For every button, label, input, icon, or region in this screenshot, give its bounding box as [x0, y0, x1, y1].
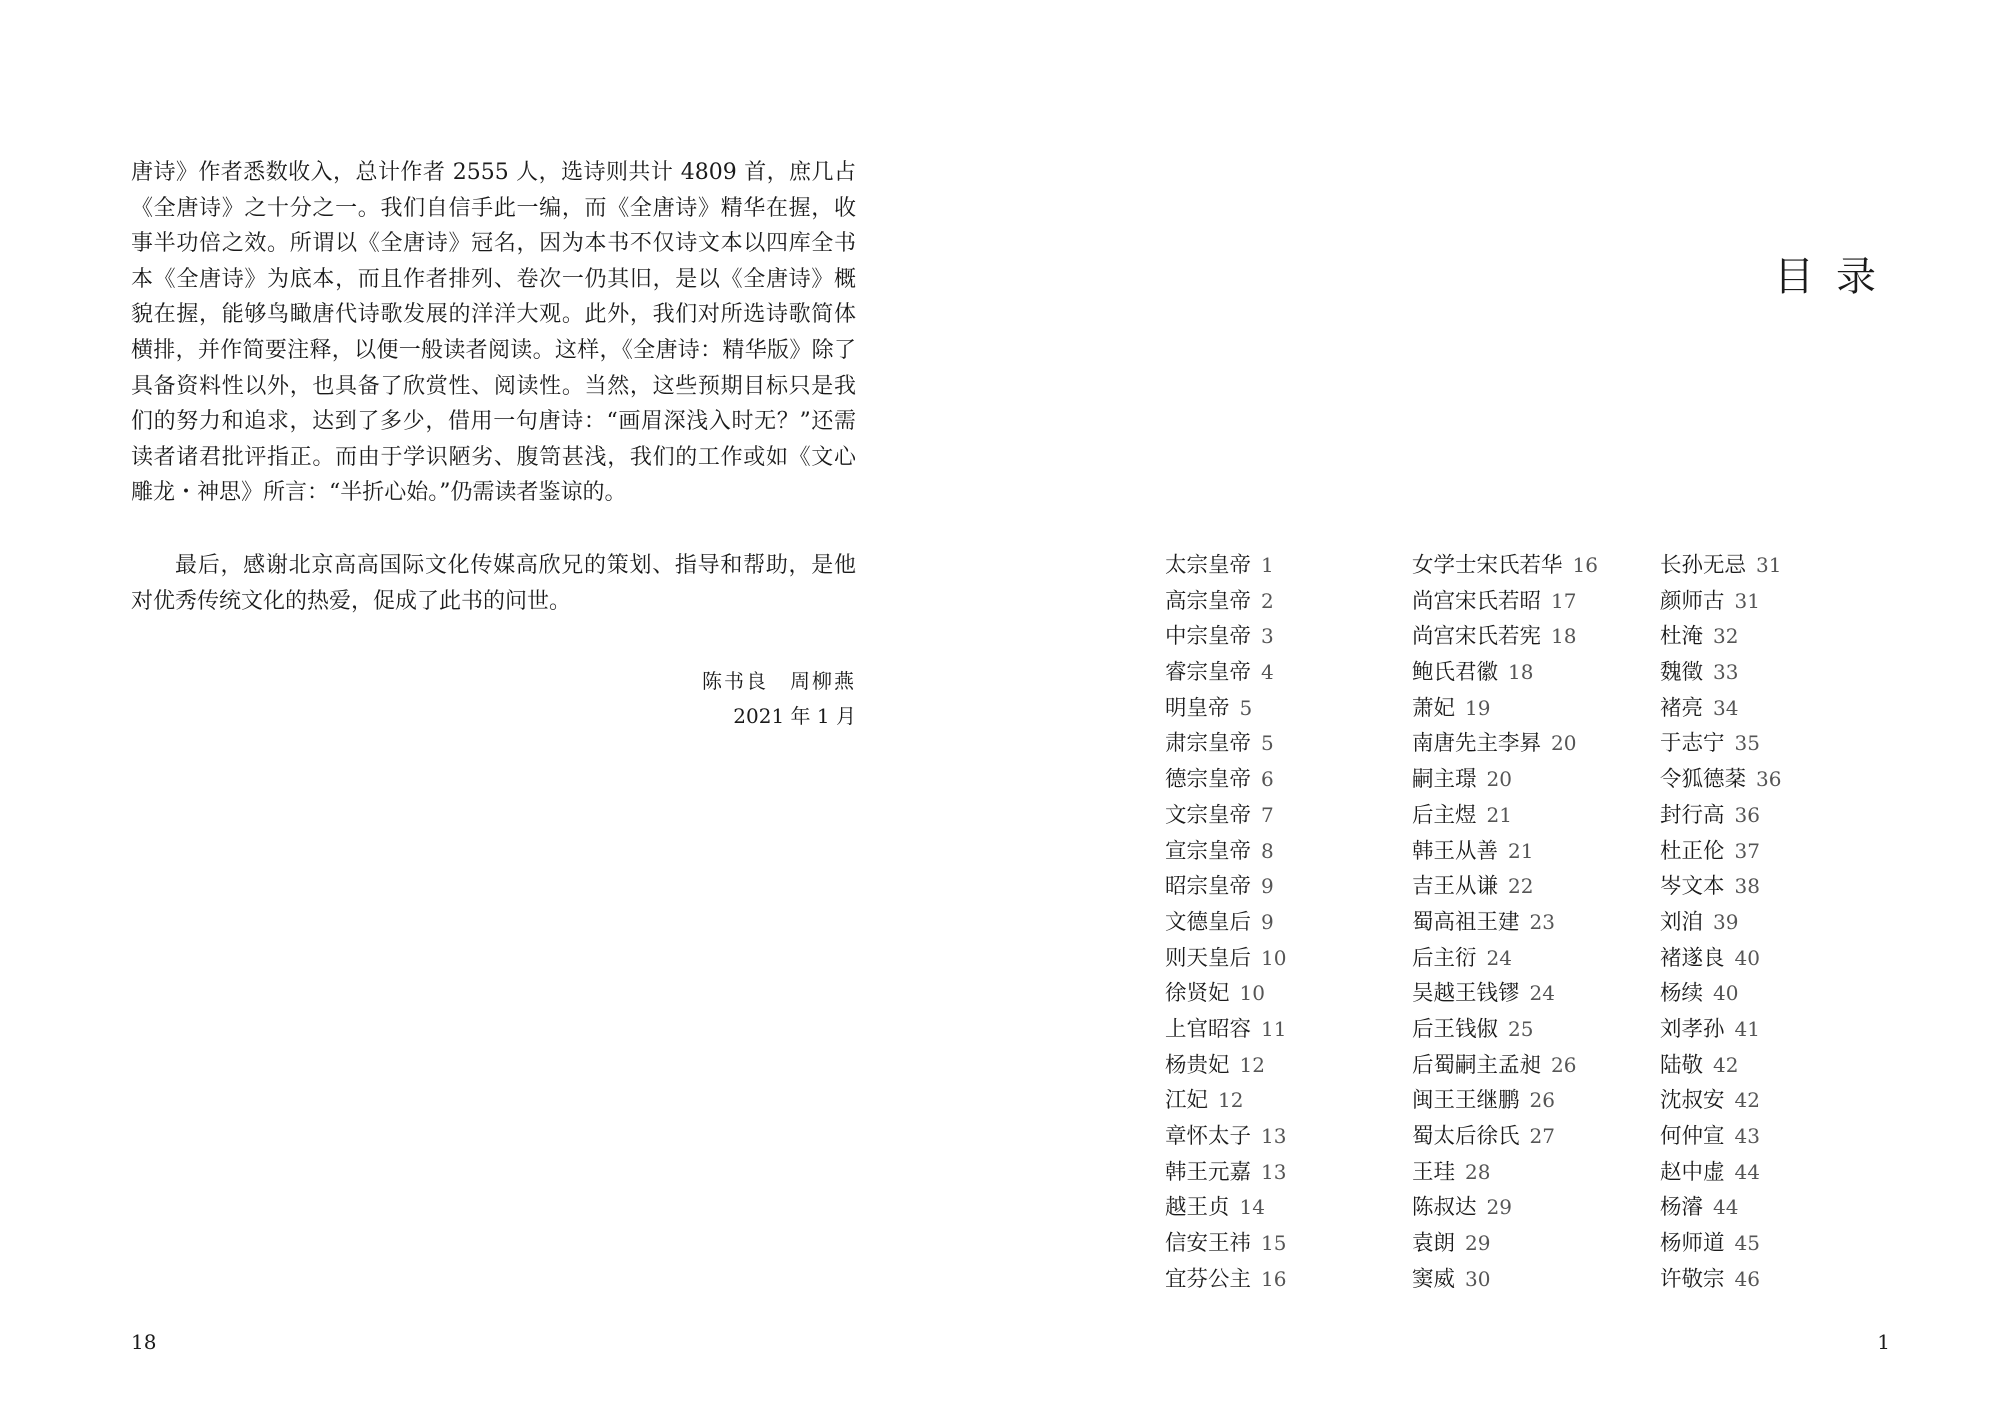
toc-entry[interactable]	[1165, 1012, 1286, 1048]
toc-entry-page: 12	[1218, 1088, 1244, 1113]
toc-entry-page: 9	[1261, 874, 1274, 899]
toc-entry[interactable]	[1412, 869, 1598, 905]
toc-entry[interactable]	[1660, 584, 1781, 620]
toc-entry-name: 明皇帝	[1165, 695, 1230, 721]
toc-entry-page: 26	[1551, 1052, 1577, 1077]
preface-paragraph-2: 最后，感谢北京高高国际文化传媒高欣兄的策划、指导和帮助，是他对优秀传统文化的热爱，促成了此书的问世。	[131, 553, 856, 614]
toc-entry-page: 12	[1239, 1052, 1265, 1077]
toc-entry-page: 37	[1734, 838, 1760, 863]
toc-entry[interactable]	[1165, 655, 1286, 691]
toc-entry-page: 30	[1465, 1266, 1491, 1291]
toc-entry-name: 封行高	[1660, 802, 1725, 828]
toc-entry[interactable]	[1412, 798, 1598, 834]
toc-entry[interactable]	[1660, 1190, 1781, 1226]
toc-entry-name: 尚宫宋氏若昭	[1412, 588, 1542, 614]
toc-column-2	[1412, 548, 1598, 1297]
toc-entry-page: 24	[1486, 945, 1512, 970]
toc-entry[interactable]	[1165, 1155, 1286, 1191]
toc-entry[interactable]	[1165, 798, 1286, 834]
toc-entry-name: 杨续	[1660, 981, 1704, 1007]
toc-entry[interactable]	[1412, 1226, 1598, 1262]
toc-column-3	[1660, 548, 1781, 1297]
toc-entry-page: 36	[1756, 767, 1782, 792]
toc-entry[interactable]	[1412, 691, 1598, 727]
toc-entry-name: 韩王元嘉	[1165, 1159, 1252, 1185]
toc-entry-page: 16	[1261, 1266, 1287, 1291]
toc-entry-page: 10	[1239, 981, 1265, 1006]
toc-entry-name: 杨师道	[1660, 1231, 1725, 1257]
toc-entry-name: 萧妃	[1412, 695, 1456, 721]
toc-entry-page: 2	[1261, 588, 1274, 613]
toc-entry-page: 29	[1465, 1231, 1491, 1256]
toc-entry-page: 43	[1734, 1124, 1760, 1148]
toc-entry[interactable]	[1660, 798, 1781, 834]
toc-entry-name: 后主衍	[1412, 945, 1477, 971]
toc-entry[interactable]	[1660, 976, 1781, 1012]
toc-entry[interactable]	[1412, 655, 1598, 691]
toc-entry-page: 36	[1734, 802, 1760, 827]
toc-entry[interactable]	[1165, 1048, 1286, 1084]
toc-entry-page: 5	[1261, 731, 1274, 756]
toc-entry-page: 19	[1465, 695, 1491, 720]
toc-entry-page: 21	[1508, 838, 1534, 863]
toc-entry-page: 39	[1713, 909, 1739, 934]
toc-entry[interactable]	[1165, 1262, 1286, 1298]
toc-column-1	[1165, 548, 1286, 1297]
toc-entry[interactable]	[1660, 1012, 1781, 1048]
toc-entry-page: 16	[1572, 553, 1598, 577]
toc-entry-page: 28	[1465, 1159, 1491, 1184]
toc-entry[interactable]	[1412, 1119, 1598, 1155]
toc-entry-page: 25	[1508, 1016, 1534, 1041]
toc-entry-name: 刘洎	[1660, 909, 1704, 935]
toc-entry-page: 15	[1261, 1231, 1287, 1256]
toc-entry-page: 44	[1713, 1195, 1739, 1220]
toc-entry-name: 睿宗皇帝	[1165, 660, 1252, 686]
toc-entry-page: 46	[1734, 1266, 1760, 1291]
toc-title: 目录	[1774, 254, 1898, 300]
toc-entry-name: 杜正伦	[1660, 838, 1725, 864]
toc-entry-name: 章怀太子	[1165, 1124, 1252, 1149]
toc-entry-page: 42	[1734, 1088, 1760, 1113]
toc-entry-name: 中宗皇帝	[1165, 624, 1252, 650]
toc-entry-name: 昭宗皇帝	[1165, 874, 1252, 900]
toc-entry-page: 14	[1239, 1195, 1265, 1220]
toc-entry-name: 上官昭容	[1165, 1016, 1252, 1042]
toc-entry-name: 杜淹	[1660, 624, 1704, 650]
right-page	[1004, 0, 2008, 1417]
toc-entry[interactable]	[1660, 905, 1781, 941]
toc-entry-name: 尚宫宋氏若宪	[1412, 624, 1542, 650]
toc-entry-page: 27	[1529, 1124, 1555, 1148]
toc-entry-page: 20	[1551, 731, 1577, 756]
toc-entry-name: 文宗皇帝	[1165, 802, 1252, 828]
toc-entry-name: 陆敬	[1660, 1052, 1704, 1078]
toc-entry-name: 许敬宗	[1660, 1266, 1725, 1292]
toc-entry-name: 后蜀嗣主孟昶	[1412, 1052, 1542, 1078]
toc-entry-page: 24	[1529, 981, 1555, 1006]
toc-entry-page: 20	[1486, 767, 1512, 792]
toc-entry-name: 女学士宋氏若华	[1412, 553, 1563, 578]
toc-entry-page: 40	[1734, 945, 1760, 970]
toc-entry[interactable]	[1660, 655, 1781, 691]
toc-entry-page: 40	[1713, 981, 1739, 1006]
toc-entry-name: 褚亮	[1660, 695, 1704, 721]
toc-entry-name: 后王钱俶	[1412, 1016, 1499, 1042]
preface-date: 2021 年 1 月	[733, 704, 856, 728]
toc-entry[interactable]	[1165, 1226, 1286, 1262]
toc-entry[interactable]	[1412, 1262, 1598, 1298]
toc-entry[interactable]	[1165, 548, 1286, 584]
toc-entry[interactable]	[1165, 1083, 1286, 1119]
toc-entry-name: 江妃	[1165, 1088, 1209, 1114]
toc-entry-name: 闽王王继鹏	[1412, 1088, 1520, 1114]
toc-entry[interactable]	[1165, 834, 1286, 870]
toc-entry-name: 德宗皇帝	[1165, 767, 1252, 793]
toc-entry[interactable]	[1660, 619, 1781, 655]
toc-entry[interactable]	[1165, 905, 1286, 941]
toc-entry-page: 9	[1261, 909, 1274, 934]
toc-entry-name: 岑文本	[1660, 874, 1725, 900]
toc-entry-page: 38	[1734, 874, 1760, 899]
toc-entry-page: 1	[1261, 553, 1274, 577]
toc-entry[interactable]	[1660, 726, 1781, 762]
toc-entry-name: 杨贵妃	[1165, 1052, 1230, 1078]
toc-entry-name: 颜师古	[1660, 588, 1725, 614]
toc-entry[interactable]	[1412, 1048, 1598, 1084]
toc-entry-page: 17	[1551, 588, 1577, 613]
toc-entry[interactable]	[1165, 1119, 1286, 1155]
toc-entry-name: 徐贤妃	[1165, 981, 1230, 1007]
toc-entry-name: 赵中虚	[1660, 1159, 1725, 1185]
toc-entry[interactable]	[1165, 762, 1286, 798]
toc-entry[interactable]	[1165, 1190, 1286, 1226]
toc-entry-page: 29	[1486, 1195, 1512, 1220]
toc-entry[interactable]	[1412, 905, 1598, 941]
toc-entry-name: 吴越王钱镠	[1412, 981, 1520, 1007]
toc-entry-page: 5	[1239, 695, 1253, 720]
toc-entry-name: 魏徵	[1660, 660, 1704, 686]
toc-entry[interactable]	[1165, 726, 1286, 762]
toc-entry-page: 44	[1734, 1159, 1760, 1184]
toc-entry-page: 18	[1551, 624, 1577, 649]
toc-entry-page: 32	[1713, 624, 1739, 649]
toc-entry-name: 肃宗皇帝	[1165, 731, 1252, 757]
toc-entry[interactable]	[1412, 584, 1598, 620]
toc-entry-name: 南唐先主李昪	[1412, 731, 1542, 757]
toc-entry-name: 沈叔安	[1660, 1088, 1725, 1114]
toc-entry[interactable]	[1660, 548, 1781, 584]
toc-entry-name: 长孙无忌	[1660, 553, 1747, 578]
page-number-left: 18	[131, 1330, 157, 1354]
toc-entry[interactable]	[1412, 726, 1598, 762]
toc-entry-name: 王珪	[1412, 1159, 1456, 1185]
toc-entry-name: 后主煜	[1412, 802, 1477, 828]
toc-entry-page: 21	[1486, 802, 1512, 827]
toc-entry-name: 褚遂良	[1660, 945, 1725, 971]
toc-entry[interactable]	[1660, 691, 1781, 727]
toc-entry[interactable]	[1412, 976, 1598, 1012]
toc-entry[interactable]	[1412, 1155, 1598, 1191]
toc-entry-name: 蜀太后徐氏	[1412, 1124, 1520, 1149]
toc-entry[interactable]	[1660, 762, 1781, 798]
toc-entry-page: 34	[1713, 695, 1739, 720]
toc-entry-name: 文德皇后	[1165, 909, 1252, 935]
toc-entry[interactable]	[1660, 1226, 1781, 1262]
toc-entry-name: 信安王祎	[1165, 1231, 1252, 1257]
toc-entry[interactable]	[1412, 762, 1598, 798]
toc-entry[interactable]	[1660, 1083, 1781, 1119]
toc-entry-name: 袁朗	[1412, 1231, 1456, 1257]
toc-entry-name: 宣宗皇帝	[1165, 838, 1252, 864]
toc-entry[interactable]	[1165, 869, 1286, 905]
toc-entry[interactable]	[1412, 941, 1598, 977]
toc-entry[interactable]	[1165, 619, 1286, 655]
toc-entry-name: 于志宁	[1660, 731, 1725, 757]
toc-entry[interactable]	[1165, 691, 1286, 727]
toc-entry-name: 刘孝孙	[1660, 1016, 1725, 1042]
toc-entry-page: 13	[1261, 1159, 1287, 1184]
toc-entry[interactable]	[1660, 1155, 1781, 1191]
toc-entry[interactable]	[1412, 1083, 1598, 1119]
toc-entry[interactable]	[1165, 976, 1286, 1012]
toc-entry-page: 11	[1261, 1016, 1287, 1041]
toc-entry[interactable]	[1660, 869, 1781, 905]
toc-entry-page: 22	[1508, 874, 1534, 899]
toc-entry-page: 10	[1261, 945, 1287, 970]
toc-entry[interactable]	[1660, 941, 1781, 977]
toc-entry-page: 6	[1261, 767, 1274, 792]
toc-entry-name: 何仲宣	[1660, 1124, 1725, 1149]
toc-entry[interactable]	[1412, 1012, 1598, 1048]
toc-entry-page: 7	[1261, 802, 1274, 827]
toc-entry-page: 41	[1734, 1016, 1760, 1041]
toc-entry-name: 太宗皇帝	[1165, 553, 1252, 578]
toc-entry-page: 18	[1508, 660, 1534, 685]
toc-entry-page: 23	[1529, 909, 1555, 934]
toc-entry-page: 26	[1529, 1088, 1555, 1113]
toc-entry[interactable]	[1412, 548, 1598, 584]
toc-entry-name: 令狐德棻	[1660, 767, 1747, 793]
toc-entry[interactable]	[1412, 834, 1598, 870]
toc-entry-page: 45	[1734, 1231, 1760, 1256]
toc-entry-page: 31	[1756, 553, 1782, 577]
toc-entry-name: 吉王从谦	[1412, 874, 1499, 900]
toc-entry-name: 嗣主璟	[1412, 767, 1477, 793]
toc-entry-page: 13	[1261, 1124, 1287, 1148]
toc-entry-page: 31	[1734, 588, 1760, 613]
page-number-right: 1	[1877, 1330, 1890, 1354]
toc-entry-name: 高宗皇帝	[1165, 588, 1252, 614]
toc-entry-page: 4	[1261, 660, 1274, 685]
toc-entry-name: 宜芬公主	[1165, 1266, 1252, 1292]
toc-entry-page: 35	[1734, 731, 1760, 756]
toc-entry[interactable]	[1660, 1119, 1781, 1155]
toc-entry[interactable]	[1660, 834, 1781, 870]
toc-entry-name: 韩王从善	[1412, 838, 1499, 864]
toc-entry-page: 3	[1261, 624, 1274, 649]
toc-entry-page: 8	[1261, 838, 1274, 863]
toc-entry-page: 42	[1713, 1052, 1739, 1077]
toc-entry[interactable]	[1165, 941, 1286, 977]
toc-entry-page: 33	[1713, 660, 1739, 685]
toc-entry-name: 陈叔达	[1412, 1195, 1477, 1221]
toc-entry-name: 越王贞	[1165, 1195, 1230, 1221]
toc-entry-name: 杨濬	[1660, 1195, 1704, 1221]
toc-entry[interactable]	[1412, 1190, 1598, 1226]
toc-entry[interactable]	[1660, 1048, 1781, 1084]
toc-entry-name: 蜀高祖王建	[1412, 909, 1520, 935]
toc-entry[interactable]	[1412, 619, 1598, 655]
preface-paragraph-1: 唐诗》作者悉数收入，总计作者 2555 人，选诗则共计 4809 首，庶几占《全唐诗》之十分之一。我们自信手此一编，而《全唐诗》精华在握，收事半功倍之效。所谓以《全唐诗》冠名，因为本书不仅诗文本以四库全书本《全唐诗》为底本，而且作者排列、卷次一仍其旧，是以《全唐诗》概貌在握，能够鸟瞰唐代诗歌发展的洋洋大观。此外，我们对所选诗歌简体横排，并作简要注释，以便一般读者阅读。这样，《全唐诗：精华版》除了具备资料性以外，也具备了欣赏性、阅读性。当然，这些预期目标只是我们的努力和追求，达到了多少，借用一句唐诗：“画眉深浅入时无？”还需读者诸君批评指正。而由于学识陋劣、腹笥甚浅，我们的工作或如《文心雕龙・神思》所言：“半折心始。”仍需读者鉴谅的。	[131, 160, 856, 506]
toc-entry-name: 窦威	[1412, 1266, 1456, 1292]
toc-entry[interactable]	[1165, 584, 1286, 620]
toc-entry-name: 鲍氏君徽	[1412, 660, 1499, 686]
toc-entry-name: 则天皇后	[1165, 945, 1252, 971]
author-signature: 陈书良 周柳燕	[702, 669, 856, 693]
toc-entry[interactable]	[1660, 1262, 1781, 1298]
